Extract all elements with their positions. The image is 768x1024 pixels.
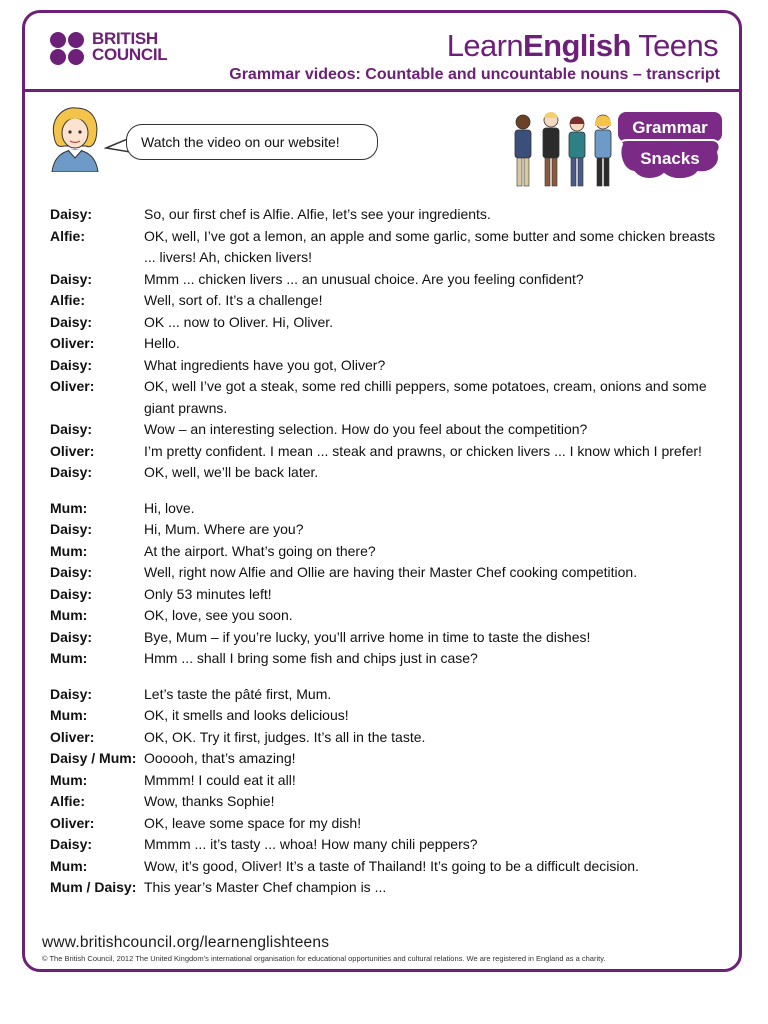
spoken-text: OK, it smells and looks delicious! — [144, 707, 349, 723]
transcript-line — [50, 748, 730, 770]
speaker-name: Mum / Daisy: — [50, 879, 137, 895]
spoken-text: Only 53 minutes left! — [144, 585, 272, 602]
speaker-name: Mum: — [50, 771, 88, 788]
header-divider — [22, 89, 742, 92]
transcript-line — [50, 770, 730, 792]
speaker-name: Oliver: — [50, 378, 95, 394]
transcript-line — [50, 376, 730, 419]
spoken-text: Hi, Mum. Where are you? — [144, 521, 304, 537]
spoken-text: OK, love, see you soon. — [144, 607, 293, 623]
grammar-snacks-badge-icon — [612, 110, 724, 182]
speech-bubble: Watch the video on our website! — [126, 124, 378, 160]
footer-copyright: © The British Council, 2012 The United Kingdom’s international organisation for educational opportunities and cultural relations. We are registered in England as a charity. — [42, 954, 606, 963]
transcript-line — [50, 877, 730, 899]
spoken-text: I’m pretty confident. I mean ... steak and prawns, or chicken livers ... I know which I prefer! — [144, 442, 702, 459]
transcript-line — [50, 462, 730, 484]
spoken-text: So, our first chef is Alfie. Alfie, let’s see your ingredients. — [144, 206, 491, 222]
spoken-text: OK, well, I’ve got a lemon, an apple and some garlic, some butter and some chicken breasts ... livers! Ah, chicken livers! — [144, 227, 716, 265]
spoken-text: Wow, it’s good, Oliver! It’s a taste of Thailand! It’s going to be a difficult decision. — [144, 857, 639, 874]
spoken-text: Wow, thanks Sophie! — [144, 793, 275, 809]
section-gap — [50, 484, 730, 498]
spoken-text: Mmm ... chicken livers ... an unusual choice. Are you feeling confident? — [144, 270, 584, 287]
spoken-text: This year’s Master Chef champion is ... — [144, 879, 387, 895]
transcript-line — [50, 791, 730, 813]
spoken-text: Wow – an interesting selection. How do you feel about the competition? — [144, 421, 588, 437]
transcript-line — [50, 541, 730, 563]
spoken-text: Oooooh, that’s amazing! — [144, 750, 296, 766]
speaker-name: Daisy: — [50, 270, 93, 287]
transcript-line — [50, 498, 730, 520]
speaker-name: Oliver: — [50, 442, 95, 459]
transcript-line — [50, 204, 730, 226]
teen-characters-illustration-icon — [505, 108, 621, 194]
transcript-line — [50, 584, 730, 606]
badge-title-line2: Snacks — [640, 149, 700, 168]
spoken-text: Well, sort of. It’s a challenge! — [144, 292, 323, 308]
transcript — [50, 204, 730, 899]
spoken-text: Hello. — [144, 335, 180, 351]
transcript-line — [50, 269, 730, 291]
transcript-line — [50, 312, 730, 334]
speaker-name: Daisy: — [50, 836, 93, 852]
transcript-line — [50, 419, 730, 441]
speaker-name: Mum: — [50, 857, 88, 874]
speaker-name: Mum: — [50, 542, 88, 559]
footer-url[interactable]: www.britishcouncil.org/learnenglishteens — [42, 934, 330, 951]
spoken-text: OK, leave some space for my dish! — [144, 814, 362, 831]
spoken-text: At the airport. What’s going on there? — [144, 542, 376, 559]
transcript-line — [50, 684, 730, 706]
site-title: LearnEnglish Teens — [446, 28, 718, 63]
speaker-name: Alfie: — [50, 227, 85, 244]
transcript-line — [50, 355, 730, 377]
transcript-line — [50, 290, 730, 312]
transcript-line — [50, 441, 730, 463]
document-title: Grammar videos: Countable and uncountable nouns – transcript — [229, 66, 720, 83]
transcript-line — [50, 813, 730, 835]
transcript-line — [50, 627, 730, 649]
transcript-line — [50, 856, 730, 878]
spoken-text: Hi, love. — [144, 499, 195, 516]
speaker-name: Daisy: — [50, 521, 93, 537]
transcript-line — [50, 834, 730, 856]
speaker-name: Daisy: — [50, 564, 93, 580]
transcript-line — [50, 648, 730, 670]
spoken-text: OK ... now to Oliver. Hi, Oliver. — [144, 313, 334, 330]
spoken-text: Let’s taste the pâté first, Mum. — [144, 685, 332, 702]
spoken-text: Bye, Mum – if you’re lucky, you’ll arrive home in time to taste the dishes! — [144, 628, 591, 645]
speaker-name: Daisy: — [50, 628, 93, 645]
speaker-name: Oliver: — [50, 335, 95, 351]
speaker-name: Mum: — [50, 707, 88, 723]
speaker-name: Daisy: — [50, 685, 93, 702]
speaker-name: Oliver: — [50, 814, 95, 831]
speaker-name: Mum: — [50, 499, 88, 516]
speaker-name: Daisy: — [50, 206, 93, 222]
spoken-text: Well, right now Alfie and Ollie are having their Master Chef cooking competition. — [144, 564, 638, 580]
speaker-name: Alfie: — [50, 292, 85, 308]
speaker-name: Daisy / Mum: — [50, 750, 137, 766]
badge-title-line1: Grammar — [632, 118, 708, 137]
speaker-name: Daisy: — [50, 464, 93, 480]
speaker-name: Daisy: — [50, 585, 93, 602]
spoken-text: Mmmm ... it’s tasty ... whoa! How many chili peppers? — [144, 836, 478, 852]
speaker-name: Daisy: — [50, 421, 93, 437]
spoken-text: Hmm ... shall I bring some fish and chips just in case? — [144, 650, 478, 666]
speaker-name: Daisy: — [50, 356, 93, 373]
speaker-name: Mum: — [50, 607, 88, 623]
transcript-line — [50, 605, 730, 627]
speaker-name: Daisy: — [50, 313, 93, 330]
logo-dots-icon — [50, 32, 88, 66]
spoken-text: OK, well, we’ll be back later. — [144, 464, 319, 480]
brand-name: BRITISH COUNCIL — [92, 29, 168, 64]
speaker-name: Mum: — [50, 650, 88, 666]
transcript-line — [50, 333, 730, 355]
section-gap — [50, 670, 730, 684]
speaker-name: Oliver: — [50, 728, 95, 745]
transcript-line — [50, 226, 730, 269]
transcript-line — [50, 519, 730, 541]
transcript-line — [50, 562, 730, 584]
speaker-name: Alfie: — [50, 793, 85, 809]
spoken-text: Mmmm! I could eat it all! — [144, 771, 296, 788]
spoken-text: OK, OK. Try it first, judges. It’s all in the taste. — [144, 728, 426, 745]
spoken-text: OK, well I’ve got a steak, some red chilli peppers, some potatoes, cream, onions and some giant prawns. — [144, 378, 707, 416]
transcript-line — [50, 727, 730, 749]
spoken-text: What ingredients have you got, Oliver? — [144, 356, 386, 373]
presenter-avatar-icon — [46, 106, 104, 172]
transcript-line — [50, 705, 730, 727]
british-council-logo — [50, 29, 180, 66]
